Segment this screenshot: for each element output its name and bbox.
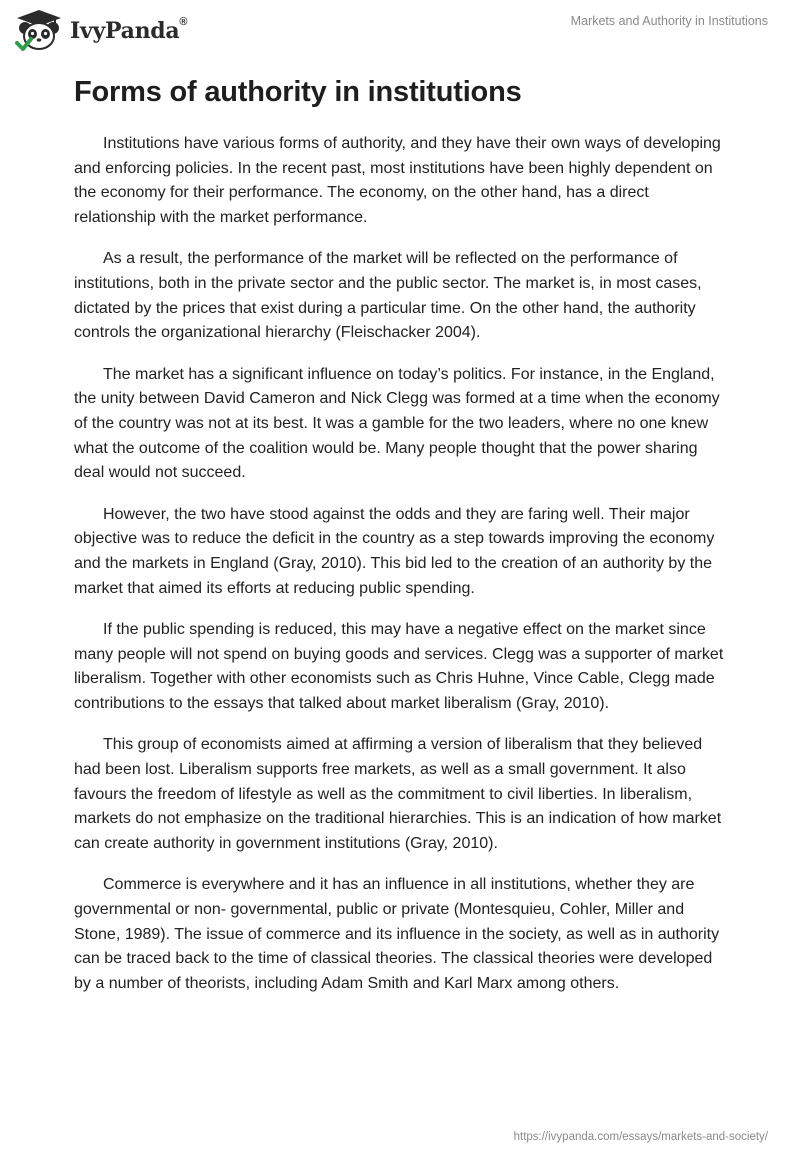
source-url-link[interactable]: https://ivypanda.com/essays/markets-and-society/ (513, 1131, 768, 1143)
panda-graduate-icon (14, 8, 64, 54)
page-header (0, 0, 800, 62)
paragraph-6: This group of economists aimed at affirming a version of liberalism that they believed had been lost. Liberalism supports free markets, as well as a small government. It also favours the freedom of lifestyle as well as the commitment to civil liberties. In liberalism, markets do not emphasize on the traditional hierarchies. This is an indication of how market can create authority in government institutions (Gray, 2010). (74, 736, 722, 852)
article-heading: Forms of authority in institutions (74, 76, 522, 108)
paragraph-5: If the public spending is reduced, this may have a negative effect on the market since many people will not spend on buying goods and services. Clegg was a supporter of market liberalism. Together with other economists such as Chris Huhne, Vince Cable, Clegg made contributions to the essays that talked about market liberalism (Gray, 2010). (74, 621, 724, 712)
paragraph-2: As a result, the performance of the market will be reflected on the performance of institutions, both in the private sector and the public sector. The market is, in most cases, dictated by the prices that exist during a particular time. On the other hand, the authority controls the organizational hierarchy (Fleischacker 2004). (74, 250, 702, 342)
document-title: Markets and Authority in Institutions (570, 14, 768, 28)
paragraph-7: Commerce is everywhere and it has an influence in all institutions, whether they are governmental or non- governmental, public or private (Montesquieu, Cohler, Miller and Stone, 1989). The issue of commerce and its influence in the society, as well as in authority can be traced back to the time of classical theories. The classical theories were developed by a number of theorists, including Adam Smith and Karl Marx among others. (74, 876, 720, 992)
paragraph-4: However, the two have stood against the odds and they are faring well. Their major objective was to reduce the deficit in the country as a step towards improving the economy and the markets in England (Gray, 2010). This bid led to the creation of an authority by the market that aimed its efforts at reducing public spending. (74, 505, 715, 597)
article-body (74, 74, 726, 1013)
paragraph-1: Institutions have various forms of authority, and they have their own ways of developing and enforcing policies. In the recent past, most institutions have been highly dependent on the economy for their performance. The economy, on the other hand, has a direct relationship with the market performance. (74, 135, 721, 226)
registered-mark: ® (179, 16, 188, 28)
brand-name: IvyPanda® (70, 16, 188, 44)
ivypanda-logo[interactable] (14, 8, 187, 54)
paragraph-3: The market has a significant influence on today’s politics. For instance, in the England, the unity between David Cameron and Nick Clegg was formed at a time when the economy of the country was not at its best. It was a gamble for the two leaders, where no one knew what the outcome of the coalition would be. Many people thought that the power sharing deal would not succeed. (74, 365, 720, 482)
